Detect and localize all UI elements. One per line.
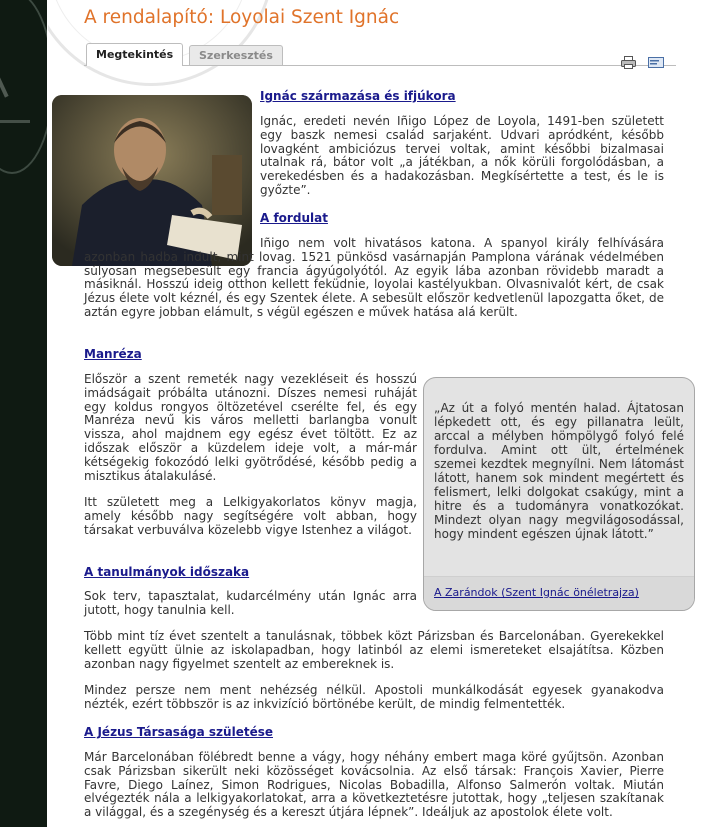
section-heading-society-of-jesus[interactable]: A Jézus Társasága születése (84, 725, 273, 739)
section-heading-origin[interactable]: Ignác származása és ifjúkora (260, 89, 456, 103)
quote-source-link[interactable]: A Zarándok (Szent Ignác önéletrajza) (434, 586, 639, 599)
sidebar-decoration (0, 120, 30, 123)
section-heading-studies[interactable]: A tanulmányok időszaka (84, 565, 250, 579)
print-icon[interactable] (621, 56, 636, 69)
paragraph: Sok terv, tapasztalat, kudarcélmény után Ignác arra jutott, hogy tanulnia kell. (84, 589, 417, 617)
paragraph: Először a szent remeték nagy vezekléseit és hosszú imádságait próbálta utánozni. Díszes nemesi ruháját egy koldus rongyos öltözetével cserélte fel, és egy Manréza nevű kis város melletti barlangba vonult vissza, ahol majdnem egy egész évet töltött. Ez az időszak először a küzdelem ideje volt, a már-már kétségekig fokozódó lelki gyötrődésé, később pedig a misztikus átalakulásé. (84, 372, 417, 483)
sidebar-decoration (0, 0, 47, 174)
paragraph: Mindez persze nem ment nehézség nélkül. Apostoli munkálkodását egyesek gyanakodva nézték, ezért többször is az inkvizíció börtönébe került, de mindig felmentették. (84, 683, 664, 711)
tab-edit[interactable]: Szerkesztés (189, 45, 283, 65)
tab-bar (84, 43, 676, 66)
email-icon[interactable] (648, 57, 664, 68)
tab-view[interactable]: Megtekintés (86, 43, 183, 66)
quote-box (423, 377, 695, 611)
left-sidebar (0, 0, 47, 827)
quote-footer (424, 576, 694, 611)
page-title: A rendalapító: Loyolai Szent Ignác (84, 7, 400, 28)
paragraph: Iñigo nem volt hivatásos katona. A spanyol király felhívására azonban hadba indult, mint lovag. 1521 pünkösd vasárnapján Pamplona várának védelmében súlyosan megsebesült egy francia ágyúgolyótól. Az egyik lába azonban rövidebb maradt a másiknál. Hosszú ideig otthon kellett feküdnie, loyolai kastélyukban. Olvasnivalót kért, de csak Jézus élete volt kéznél, és egy Szentek élete. A sebesült először kedvetlenül lapozgatta őket, de aztán egyre jobban elámult, s végül egészen e művek hatása alá került. (84, 236, 664, 319)
section-heading-turning-point[interactable]: A fordulat (260, 211, 328, 225)
paragraph: Több mint tíz évet szentelt a tanulásnak, többek közt Párizsban és Barcelonában. Gyerekekkel kellett együtt ülnie az iskolapadban, hogy latinból az elemi ismereteket elsajátítsa. Közben azonban nagy figyelmet szentelt az embereknek is. (84, 629, 664, 671)
quote-text: „Az út a folyó mentén halad. Ájtatosan lépkedett ott, és egy pillanatra leült, arccal a mélyben hömpölygő folyó felé fordulva. Amint ott ült, értelmének szemei kezdtek megnyílni. Nem látomást látott, hanem sok mindent megértett és felismert, lelki dolgokat csakúgy, mint a hitre és a tudományra vonatkozókat. Mindezt olyan nagy megvilágosodással, hogy mindent egészen újnak látott.” (434, 401, 684, 541)
paragraph: Ignác, eredeti nevén Iñigo López de Loyola, 1491-ben született egy baszk nemesi család sarjaként. Udvari apródként, később lovagként ambiciózus tervei voltak, amint későbbi bizalmasai utalnak rá, bátor volt „a játékban, a nők körüli forgolódásban, a verekedésben és a hadakozásban. Megkísértette a test, és le is győzte”. (260, 114, 664, 197)
section-heading-manresa[interactable]: Manréza (84, 347, 142, 361)
paragraph: Itt született meg a Lelkigyakorlatos könyv magja, amely később nagy segítségére volt abban, hogy társakat verbuválva közelebb vigye Istenhez a világot. (84, 495, 417, 537)
paragraph: Már Barcelonában fölébredt benne a vágy, hogy néhány embert maga köré gyűjtsön. Azonban csak Párizsban sikerült neki közösséget kovácsolnia. Az első társak: François Xavier, Pierre Favre, Diego Laínez, Simon Rodrigues, Nicolas Bobadilla, Alfonso Salmerón voltak. Miután elvégezték nála a lelkigyakorlatokat, arra a következtetésre jutottak, hogy „teljesen szakítanak a világgal, és a szegénység és a kereszt útjára lépnek”. Ideáljuk az apostolok élete volt. (84, 750, 664, 820)
